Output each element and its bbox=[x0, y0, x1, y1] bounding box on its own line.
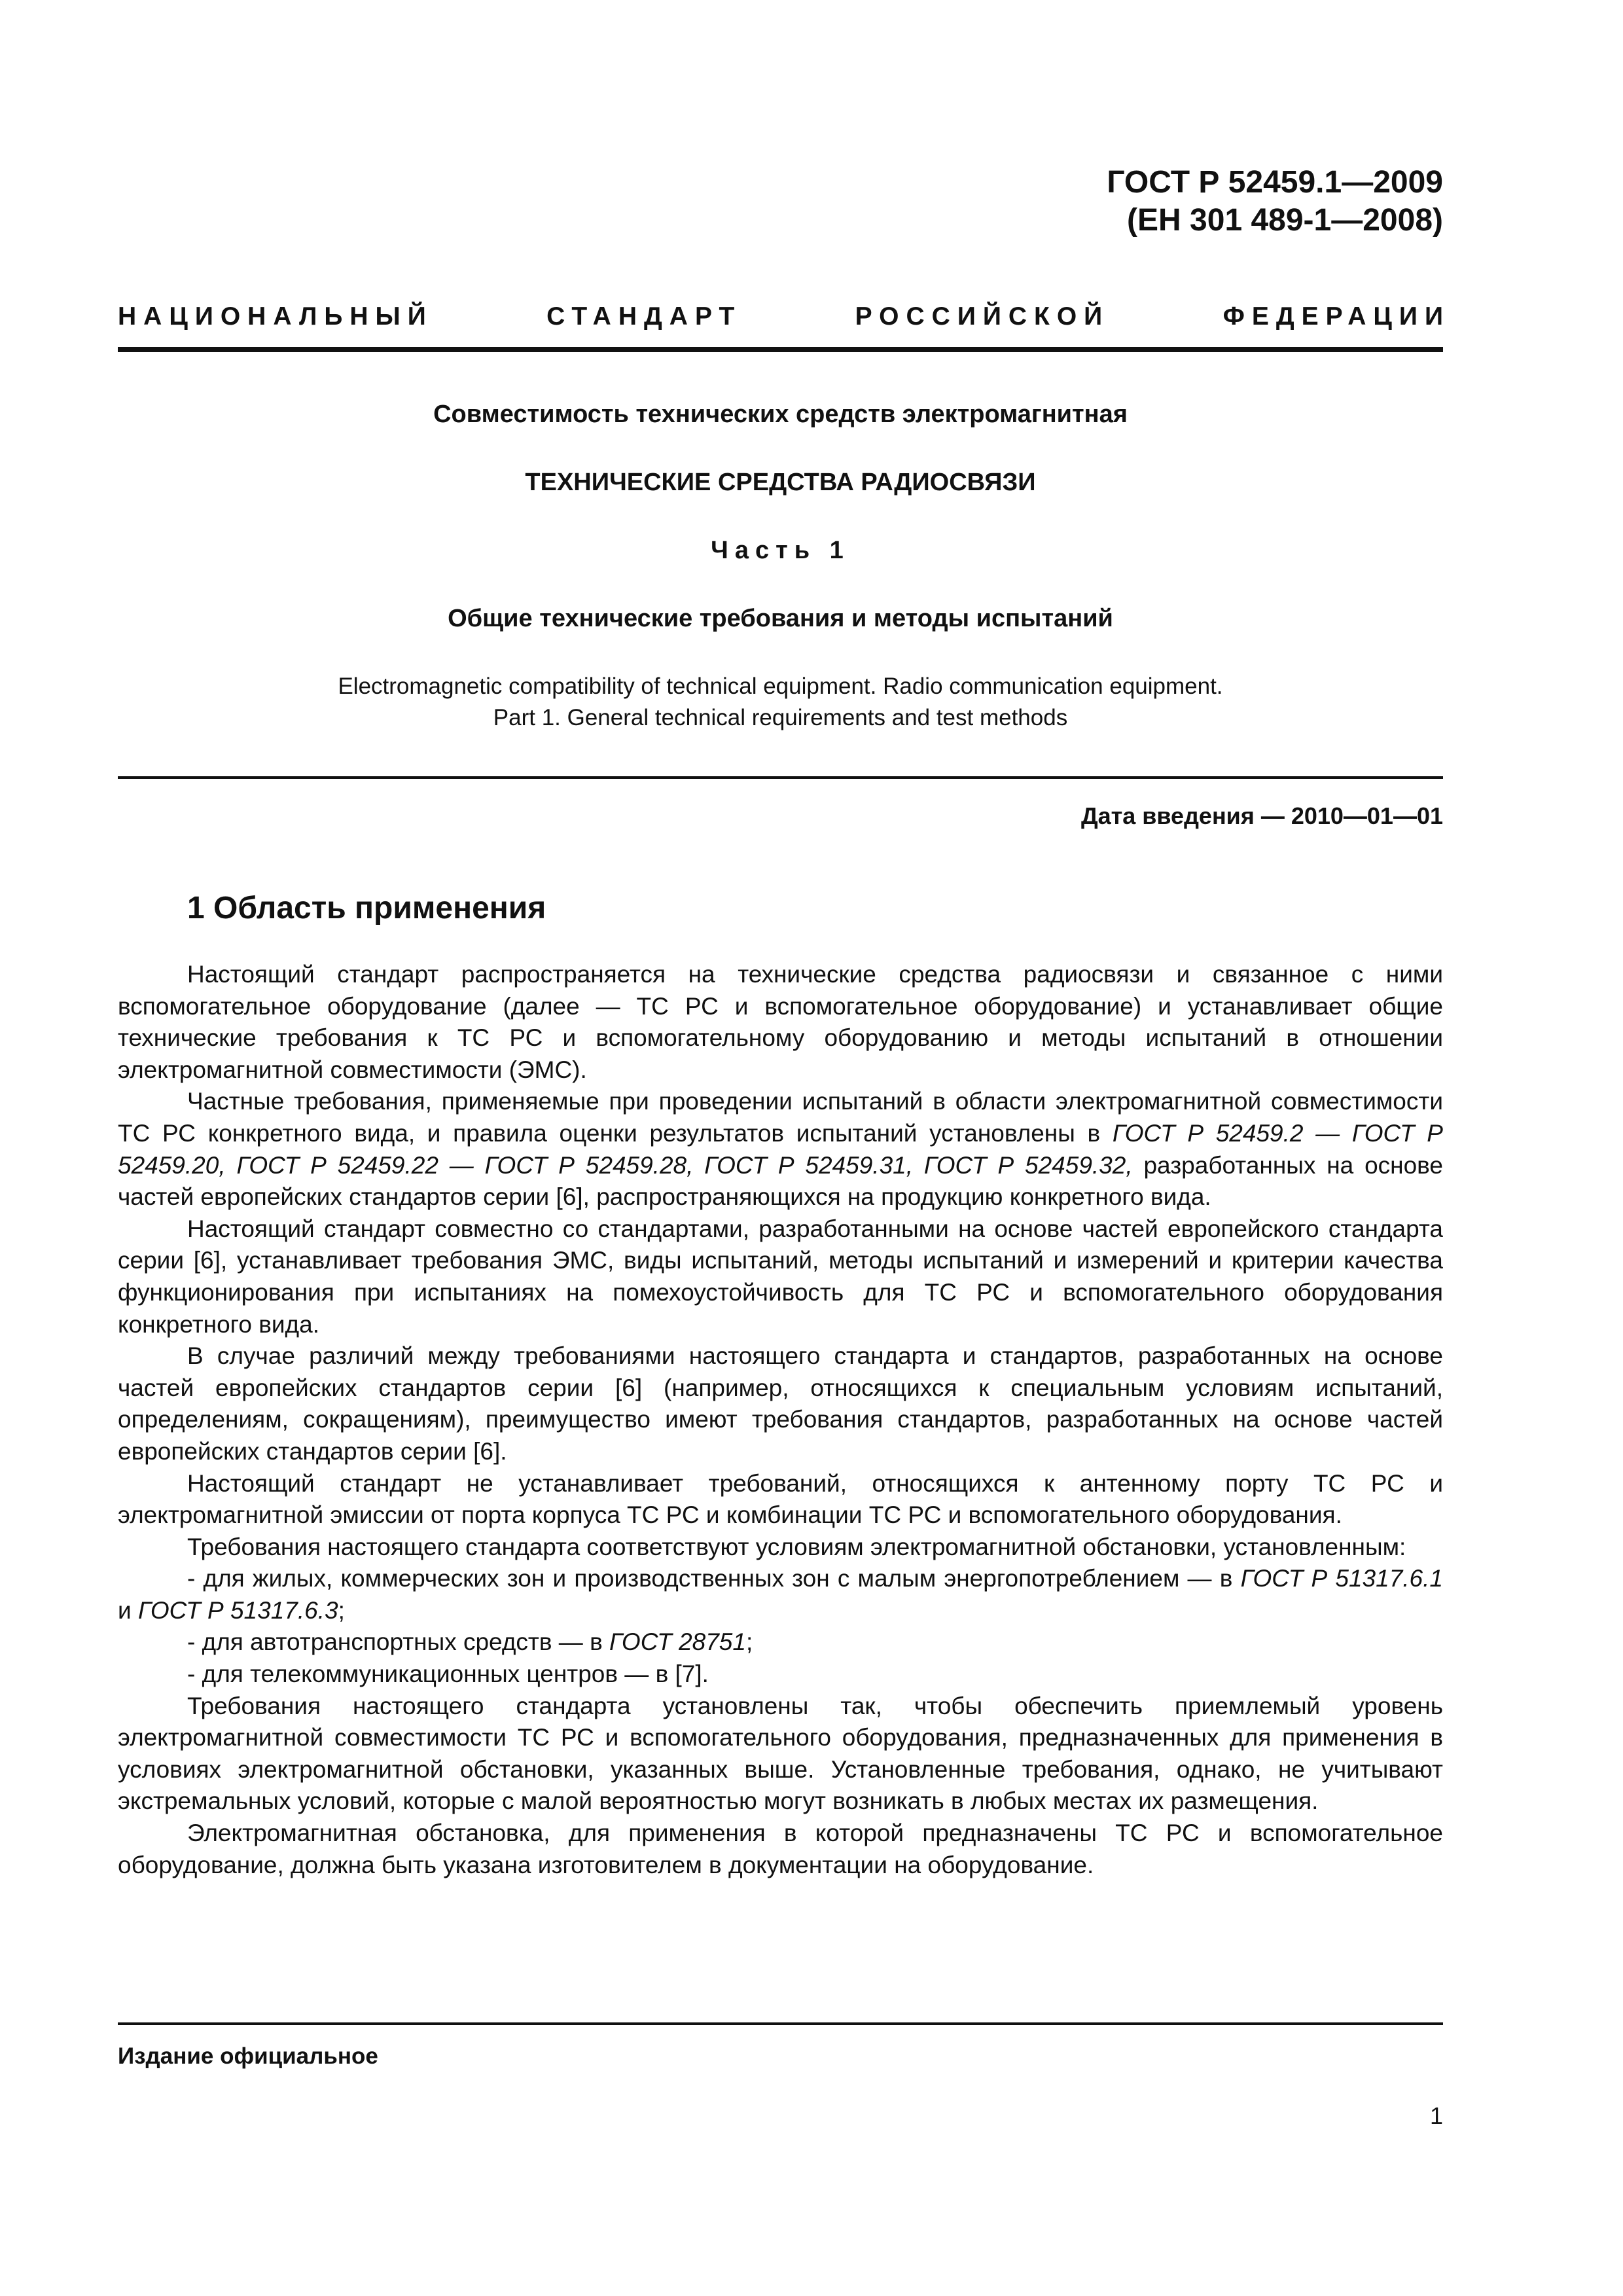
paragraph-2 bbox=[118, 1086, 1443, 1213]
paragraph-1: Настоящий стандарт распространяется на технические средства радиосвязи и связанное с ними вспомогательное оборудование (далее — ТС РС и вспомогательное оборудование) и устанавливает общие технические требования к ТС РС и вспомогательному оборудованию и методы испытаний в отношении электромагнитной совместимости (ЭМС). bbox=[118, 961, 1443, 1083]
section-heading: 1 Область применения bbox=[187, 891, 546, 925]
list-item-1-and: и bbox=[118, 1596, 138, 1624]
banner-word-3: РОССИЙСКОЙ bbox=[855, 302, 1110, 331]
title-subtitle: Общие технические требования и методы испытаний bbox=[448, 605, 1113, 632]
paragraph-2-text-b: разработанных на основе частей европейских стандартов серии [6], распространяющихся на продукцию конкретного вида. bbox=[118, 1151, 1443, 1211]
english-title bbox=[118, 671, 1443, 734]
banner-word-4: ФЕДЕРАЦИИ bbox=[1222, 302, 1450, 331]
list-item-2-text: - для автотранспортных средств — в bbox=[187, 1628, 610, 1656]
list-item-1-ref-2: ГОСТ Р 51317.6.3 bbox=[137, 1596, 338, 1624]
banner-word-2: СТАНДАРТ bbox=[546, 302, 742, 331]
introduction-date: Дата введения — 2010—01—01 bbox=[1080, 802, 1443, 829]
standard-designation bbox=[1107, 164, 1443, 240]
list-item-2-end: ; bbox=[745, 1628, 753, 1656]
official-edition-label: Издание официальное bbox=[118, 2043, 378, 2069]
designation-gost: ГОСТ Р 52459.1—2009 bbox=[1107, 165, 1443, 200]
list-item-1 bbox=[118, 1563, 1443, 1626]
list-item-1-end: ; bbox=[338, 1596, 345, 1624]
header-divider bbox=[118, 347, 1443, 352]
list-item-1-ref-1: ГОСТ Р 51317.6.1 bbox=[1240, 1565, 1443, 1592]
section-body bbox=[118, 959, 1443, 1881]
paragraph-6: Требования настоящего стандарта соответствуют условиям электромагнитной обстановки, установленным: bbox=[187, 1533, 1406, 1560]
title-line-1: Совместимость технических средств электромагнитная bbox=[433, 401, 1128, 428]
page-number: 1 bbox=[1429, 2102, 1443, 2129]
list-item-3: - для телекоммуникационных центров — в [7]. bbox=[187, 1660, 709, 1688]
national-standard-banner bbox=[118, 302, 1450, 331]
list-item-2 bbox=[118, 1626, 1443, 1659]
paragraph-8: Электромагнитная обстановка, для применения в которой предназначены ТС РС и вспомогательное оборудование, должна быть указана изготовителем в документации на оборудование. bbox=[118, 1820, 1443, 1878]
paragraph-5: Настоящий стандарт не устанавливает требований, относящихся к антенному порту ТС РС и электромагнитной эмиссии от порта корпуса ТС РС и комбинации ТС РС и вспомогательного оборудования. bbox=[118, 1469, 1443, 1529]
title-divider bbox=[118, 776, 1443, 779]
english-title-line-2: Part 1. General technical requirements and test methods bbox=[493, 705, 1068, 730]
part-label: Часть 1 bbox=[711, 537, 850, 564]
banner-word-1: НАЦИОНАЛЬНЫЙ bbox=[118, 302, 433, 331]
title-line-2: ТЕХНИЧЕСКИЕ СРЕДСТВА РАДИОСВЯЗИ bbox=[525, 469, 1036, 496]
list-item-1-text: - для жилых, коммерческих зон и производственных зон с малым энергопотреблением — в bbox=[187, 1565, 1241, 1592]
paragraph-2-text-a: Частные требования, применяемые при проведении испытаний в области электромагнитной совместимости ТС РС конкретного вида, и правила оценки результатов испытаний установлены в bbox=[118, 1088, 1443, 1147]
paragraph-3: Настоящий стандарт совместно со стандартами, разработанными на основе частей европейского стандарта серии [6], устанавливает требования ЭМС, виды испытаний, методы испытаний и измерений и критерии качества функционирования при испытаниях на помехоустойчивость для ТС РС и вспомогательного оборудования конкретного вида. bbox=[118, 1215, 1443, 1338]
list-item-2-ref: ГОСТ 28751 bbox=[609, 1628, 746, 1656]
english-title-line-1: Electromagnetic compatibility of technical equipment. Radio communication equipment. bbox=[338, 673, 1223, 699]
paragraph-7: Требования настоящего стандарта установлены так, чтобы обеспечить приемлемый уровень электромагнитной совместимости ТС РС и вспомогательного оборудования, предназначенных для применения в условиях электромагнитной обстановки, указанных выше. Установленные требования, однако, не учитывают экстремальных условий, которые с малой вероятностью могут возникать в любых местах их размещения. bbox=[118, 1692, 1443, 1815]
paragraph-2-references: ГОСТ Р 52459.2 — ГОСТ Р 52459.20, ГОСТ Р 52459.22 — ГОСТ Р 52459.28, ГОСТ Р 52459.31, ГОСТ Р 52459.32, bbox=[118, 1119, 1443, 1179]
designation-en: (ЕН 301 489-1—2008) bbox=[1127, 203, 1443, 238]
paragraph-4: В случае различий между требованиями настоящего стандарта и стандартов, разработанных на основе частей европейских стандартов серии [6] (например, относящихся к специальным условиям испытаний, определениям, сокращениям), преимущество имеют требования стандартов, разработанных на основе частей европейских стандартов серии [6]. bbox=[118, 1342, 1443, 1465]
footer-divider bbox=[118, 2022, 1443, 2025]
